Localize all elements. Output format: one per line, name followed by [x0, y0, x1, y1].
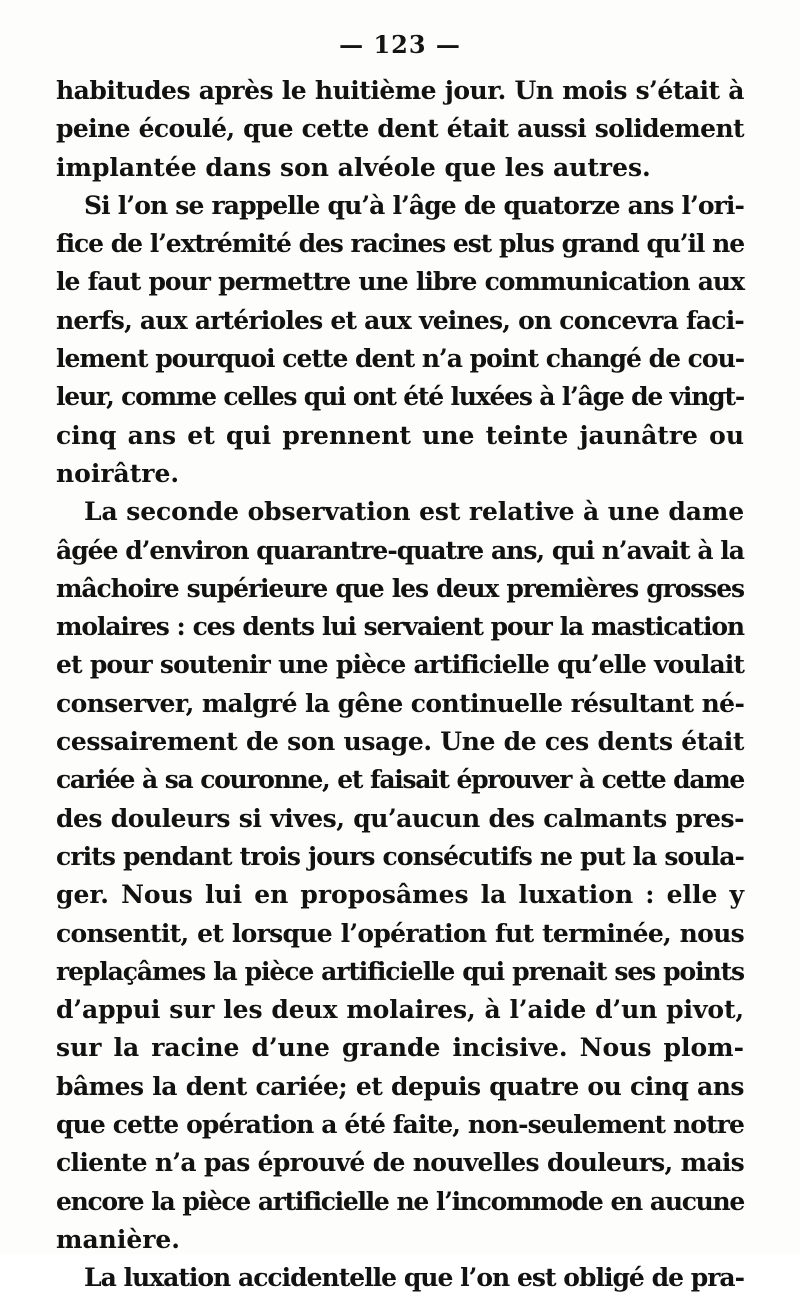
text-line: que cette opération a été faite, non-seulement notre	[56, 1110, 744, 1140]
text-line: d’appui sur les deux molaires, à l’aide d’un pivot,	[56, 995, 744, 1025]
text-line: leur, comme celles qui ont été luxées à l’âge de vingt-	[56, 382, 744, 412]
text-line: peine écoulé, que cette dent était aussi solidement	[56, 114, 744, 144]
text-line: Si l’on se rappelle qu’à l’âge de quatorze ans l’ori-	[84, 190, 744, 220]
text-line: âgée d’environ quarantre-quatre ans, qui n’avait à la	[56, 535, 744, 565]
text-line: mâchoire supérieure que les deux premières grosses	[56, 573, 744, 603]
text-line: ger. Nous lui en proposâmes la luxation : elle y	[56, 880, 744, 910]
text-line: le faut pour permettre une libre communication aux	[56, 267, 744, 297]
text-line: consentit, et lorsque l’opération fut terminée, nous	[56, 918, 744, 948]
text-line: encore la pièce artificielle ne l’incommode en aucune	[56, 1186, 744, 1216]
text-line: habitudes après le huitième jour. Un mois s’était à	[56, 76, 744, 105]
text-line: des douleurs si vives, qu’aucun des calmants pres-	[56, 803, 744, 833]
text-line: conserver, malgré la gêne continuelle résultant né-	[56, 688, 745, 718]
page-number: — 123 —	[339, 30, 461, 59]
text-line: bâmes la dent cariée; et depuis quatre ou cinq ans	[56, 1071, 744, 1101]
text-line: implantée dans son alvéole que les autres.	[56, 152, 651, 182]
text-line: La seconde observation est relative à une dame	[84, 497, 744, 527]
text-line: cessairement de son usage. Une de ces dents était	[56, 727, 744, 757]
text-line: lement pourquoi cette dent n’a point changé de cou-	[56, 344, 745, 374]
text-line: et pour soutenir une pièce artificielle qu’elle voulait	[56, 650, 744, 680]
text-line: cariée à sa couronne, et faisait éprouver à cette dame	[56, 765, 744, 795]
text-line: La luxation accidentelle que l’on est obligé de pra-	[84, 1263, 744, 1293]
text-line: sur la racine d’une grande incisive. Nous plom-	[56, 1033, 744, 1063]
text-line: cinq ans et qui prennent une teinte jaunâtre ou	[56, 420, 744, 450]
text-line: manière.	[56, 1224, 181, 1254]
text-line: fice de l’extrémité des racines est plus grand qu’il ne	[56, 229, 744, 259]
text-line: replaçâmes la pièce artificielle qui prenait ses points	[56, 956, 744, 986]
text-line: cliente n’a pas éprouvé de nouvelles douleurs, mais	[56, 1148, 744, 1178]
text-line: crits pendant trois jours consécutifs ne put la soula-	[56, 841, 744, 871]
text-line: noirâtre.	[56, 458, 180, 488]
text-line: nerfs, aux artérioles et aux veines, on concevra faci-	[56, 305, 744, 335]
body-text	[56, 72, 744, 1298]
text-line: molaires : ces dents lui servaient pour la mastication	[56, 612, 744, 642]
